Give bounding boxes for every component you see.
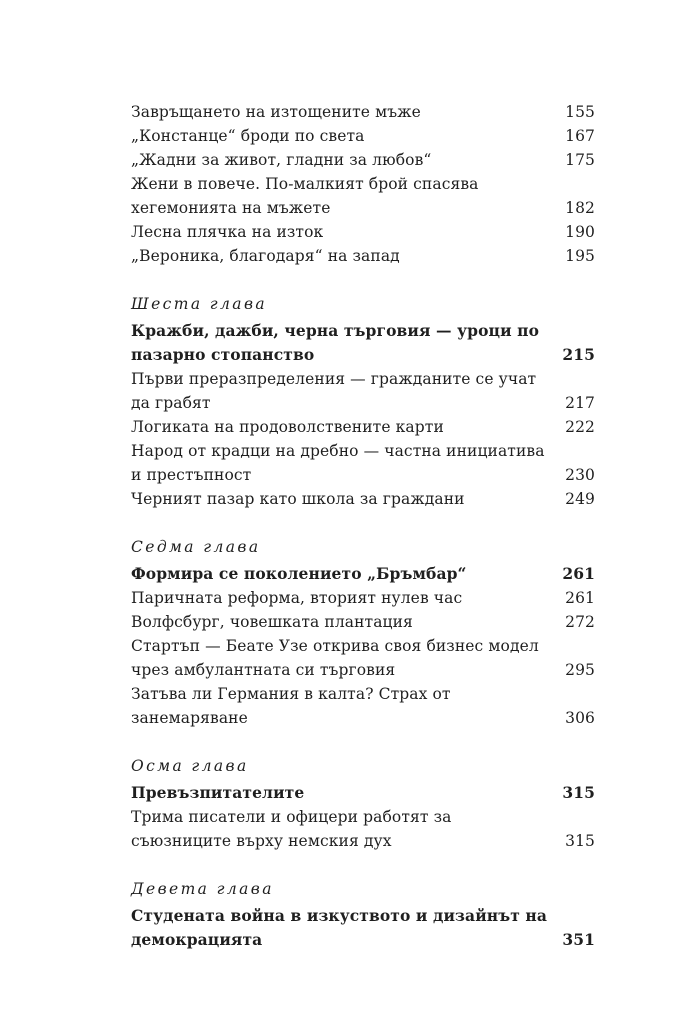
toc-entry [131,124,595,148]
toc-entry [131,220,595,244]
entry-title: Студената война в изкуството и дизайнът на демокрацията [131,906,548,949]
entry-page-number: 351 [562,930,595,949]
entry-title: „Констанце“ броди по света [131,127,365,145]
entry-title: Формира се поколението „Бръмбар“ [131,564,467,583]
entry-title: Лесна плячка на изток [131,223,324,241]
entry-page-number: 175 [565,151,595,169]
entry-page-number: 155 [565,103,595,121]
table-of-contents [131,100,595,952]
entry-page-number: 261 [565,589,595,607]
entry-page-number: 182 [565,199,595,217]
entry-page-number: 315 [565,832,595,850]
entry-title: Завръщането на изтощените мъже [131,103,421,121]
toc-section [131,877,595,952]
toc-chapter-title [131,319,595,367]
toc-entry [131,172,595,220]
toc-chapter-title [131,781,595,805]
toc-entry [131,439,595,487]
entry-title: Превъзпитателите [131,783,305,802]
toc-entry [131,100,595,124]
toc-entry [131,586,595,610]
entry-title: Трима писатели и офицери работят за съюзниците върху немския дух [131,808,452,850]
toc-entry [131,487,595,511]
entry-title: Народ от крадци на дребно — частна инициатива и престъпност [131,442,545,484]
toc-chapter-title [131,904,595,952]
entry-page-number: 217 [565,394,595,412]
toc-entry [131,805,595,853]
entry-page-number: 215 [562,345,595,364]
entry-page-number: 222 [565,418,595,436]
entry-title: Първи преразпределения — гражданите се учат да грабят [131,370,537,412]
toc-section [131,100,595,268]
entry-page-number: 295 [565,661,595,679]
toc-entry [131,367,595,415]
entry-page-number: 230 [565,466,595,484]
entry-page-number: 249 [565,490,595,508]
toc-entry [131,244,595,268]
entry-page-number: 306 [565,709,595,727]
toc-entry [131,682,595,730]
entry-title: Кражби, дажби, черна търговия — уроци по пазарно стопанство [131,321,540,364]
entry-title: Стартъп — Беате Узе открива своя бизнес модел чрез амбулантната си търговия [131,637,539,679]
entry-page-number: 315 [562,783,595,802]
toc-entry [131,634,595,682]
toc-entry [131,148,595,172]
entry-title: Жени в повече. По-малкият брой спасява хегемонията на мъжете [131,175,479,217]
entry-title: Волфсбург, човешката плантация [131,613,413,631]
entry-title: „Вероника, благодаря“ на запад [131,247,400,265]
entry-page-number: 167 [565,127,595,145]
chapter-label: Седма глава [131,538,261,556]
entry-title: Логиката на продоволствените карти [131,418,444,436]
entry-title: Паричната реформа, вторият нулев час [131,589,463,607]
chapter-label: Осма глава [131,757,249,775]
entry-title: Черният пазар като школа за граждани [131,490,465,508]
toc-entry [131,610,595,634]
entry-page-number: 190 [565,223,595,241]
toc-section [131,292,595,511]
entry-page-number: 272 [565,613,595,631]
toc-chapter-title [131,562,595,586]
entry-title: Затъва ли Германия в калта? Страх от занемаряване [131,685,451,727]
chapter-label: Шеста глава [131,295,268,313]
toc-entry [131,415,595,439]
entry-title: „Жадни за живот, гладни за любов“ [131,151,432,169]
toc-section [131,754,595,853]
chapter-label: Девета глава [131,880,274,898]
entry-page-number: 195 [565,247,595,265]
toc-section [131,535,595,730]
entry-page-number: 261 [562,564,595,583]
